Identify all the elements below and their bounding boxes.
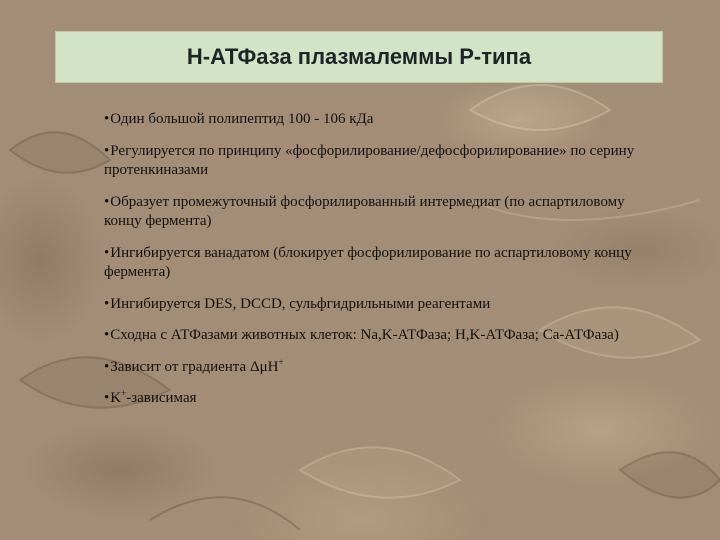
slide-title: Н-АТФаза плазмалеммы Р-типа bbox=[186, 44, 532, 69]
bullet-item: • Зависит от градиента ΔμH+ bbox=[104, 358, 644, 378]
bullet-item: • Ингибируется ванадатом (блокирует фосфорилирование по аспартиловому концу фермента) bbox=[104, 244, 644, 283]
bullet-item: • Регулируется по принципу «фосфорилирование/дефосфорилирование» по серину протенкиназами bbox=[104, 142, 644, 181]
bullet-item: • Один большой полипептид 100 - 106 кДа bbox=[104, 110, 644, 130]
title-box bbox=[55, 31, 663, 83]
bullet-item: • K+-зависимая bbox=[104, 389, 644, 409]
bullet-item: • Сходна с АТФазами животных клеток: Na,K-АТФаза; H,K-АТФаза; Са-АТФаза) bbox=[104, 326, 644, 346]
bullet-item: • Образует промежуточный фосфорилированный интермедиат (по аспартиловому концу фермента) bbox=[104, 193, 644, 232]
bullet-list bbox=[104, 110, 644, 421]
delta-mu-symbol: Δμ bbox=[249, 358, 268, 375]
bullet-item: • Ингибируется DES, DCCD, сульфгидрильными реагентами bbox=[104, 295, 644, 315]
